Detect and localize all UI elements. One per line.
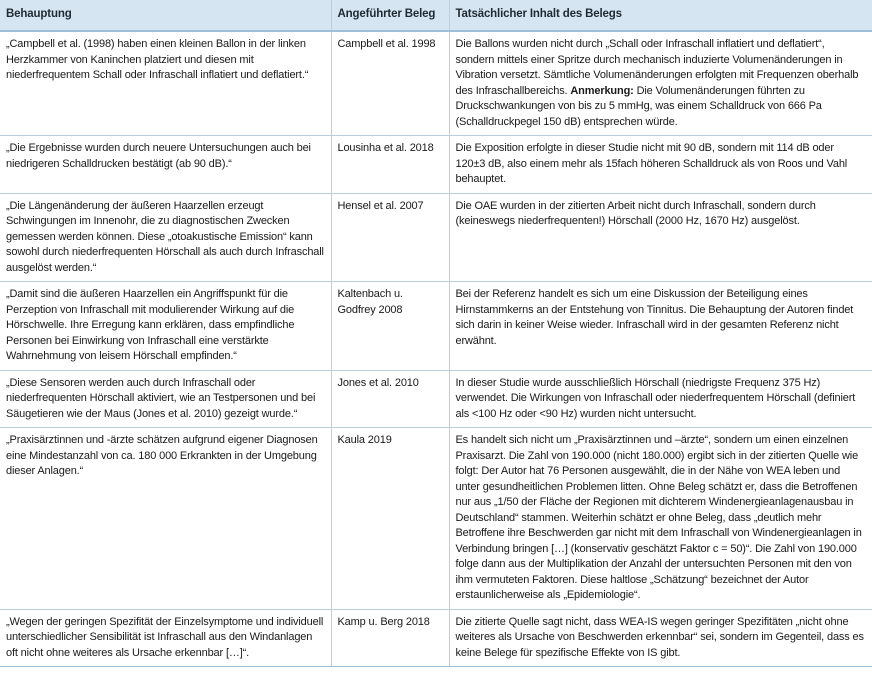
content-cell xyxy=(449,31,872,136)
source-cell: Campbell et al. 1998 xyxy=(331,31,449,136)
claim-cell: „Die Ergebnisse wurden durch neuere Untersuchungen auch bei niedrigeren Schalldrucken bestätigt (ab 90 dB).“ xyxy=(0,136,331,194)
table-row xyxy=(0,193,872,282)
source-cell: Kaula 2019 xyxy=(331,428,449,610)
content-cell: Es handelt sich nicht um „Praxisärztinnen und –ärzte“, sondern um einen einzelnen Praxisarzt. Die Zahl von 190.000 (nicht 180.000) ergibt sich in der zitierten Quelle wie folgt: Der Autor hat 76 Personen ausgewählt, die in der Nähe von WEA leben und unter gesundheitlichen Problemen litten. Ohne Beleg schätzt er, dass die Betroffenen nur aus „1/50 der Fläche der Regionen mit dichterem Windenergieanlagenausbau in Deutschland“ stammen. Weiterhin schätzt er ohne Beleg, dass „deutlich mehr Betroffene ihre Beschwerden gar nicht mit dem Infraschall von Windenergieanlagen in Verbindung bringen […] (konservativ geschätzt Faktor c = 50)“. Die Zahl von 190.000 folge dann aus der Multiplikation der Anzahl der untersuchten Personen mit den von ihm vermuteten Faktoren. Diese haltlose „Schätzung“ bezeichnet der Autor erstaunlicherweise als „Epidemiologie“. xyxy=(449,428,872,610)
source-cell: Jones et al. 2010 xyxy=(331,370,449,428)
content-cell: Die zitierte Quelle sagt nicht, dass WEA-IS wegen geringer Spezifitäten „nicht ohne weiteres als Ursache von Beschwerden erkennbar“ sei, sondern im Gegenteil, dass es keine Belege für spezifische Effekte von IS gibt. xyxy=(449,609,872,667)
content-cell: In dieser Studie wurde ausschließlich Hörschall (niedrigste Frequenz 375 Hz) verwendet. Die Wirkungen von Infraschall oder niederfrequentem Hörschall (definiert als <100 Hz oder <90 Hz) wurden nicht untersucht. xyxy=(449,370,872,428)
content-cell: Die Exposition erfolgte in dieser Studie nicht mit 90 dB, sondern mit 114 dB oder 120±3 dB, also einem mehr als 15fach höheren Schalldruck als von Roos und Vahl behauptet. xyxy=(449,136,872,194)
table-row xyxy=(0,282,872,371)
content-cell: Die OAE wurden in der zitierten Arbeit nicht durch Infraschall, sondern durch (keineswegs niederfrequenten!) Hörschall (2000 Hz, 1670 Hz) ausgelöst. xyxy=(449,193,872,282)
content-text: Die Ballons wurden nicht durch „Schall oder Infraschall inflatiert und deflatiert“, sondern mittels einer Spritze durch mechanisch induzierte Volumenänderungen in Vibration versetzt. Sämtliche Volumenänderungen erfolgten mit Frequenzen oberhalb des Infraschallbereichs. xyxy=(455,38,859,97)
source-cell: Hensel et al. 2007 xyxy=(331,193,449,282)
claim-cell: „Diese Sensoren werden auch durch Infraschall oder niederfrequenten Hörschall aktiviert, wie an Testpersonen und bei Säugetieren wie der Maus (Jones et al. 2010) gezeigt wurde.“ xyxy=(0,370,331,428)
table-row xyxy=(0,428,872,610)
claim-cell: „Wegen der geringen Spezifität der Einzelsymptome und individuell unterschiedlicher Sensibilität ist Infraschall aus den Windanlagen oft nicht ohne weiteres als Ursache erkennbar […]“. xyxy=(0,609,331,667)
table-row xyxy=(0,136,872,194)
table-row xyxy=(0,31,872,136)
note-label: Anmerkung: xyxy=(570,84,634,97)
header-source: Angeführter Beleg xyxy=(331,0,449,31)
header-row xyxy=(0,0,872,31)
header-content: Tatsächlicher Inhalt des Belegs xyxy=(449,0,872,31)
source-cell: Lousinha et al. 2018 xyxy=(331,136,449,194)
header-claim: Behauptung xyxy=(0,0,331,31)
table-row xyxy=(0,609,872,667)
source-cell: Kamp u. Berg 2018 xyxy=(331,609,449,667)
content-cell: Bei der Referenz handelt es sich um eine Diskussion der Beteiligung eines Hirnstammkerns an der Entstehung von Tinnitus. Die Behauptung der Autoren findet sich darin in keiner Weise wieder. Infraschall wird in der gesamten Referenz nicht erwähnt. xyxy=(449,282,872,371)
note-text: Die Volumenänderungen führten zu Druckschwankungen von bis zu 5 mmHg, was einem Schalldruck von 666 Pa (Schalldruckpegel 150 dB) entsprechen würde. xyxy=(455,84,822,128)
source-cell: Kaltenbach u. Godfrey 2008 xyxy=(331,282,449,371)
claim-cell: „Damit sind die äußeren Haarzellen ein Angriffspunkt für die Perzeption von Infraschall mit modulierender Wirkung auf die Hörschwelle. Ihre Erregung kann erklären, dass empfindliche Personen bei Einwirkung von Infraschall eine verstärkte Wahrnehmung von leisem Hörschall empfinden.“ xyxy=(0,282,331,371)
claim-cell: „Die Längenänderung der äußeren Haarzellen erzeugt Schwingungen im Innenohr, die zu diagnostischen Zwecken gemessen werden können. Diese „otoakustische Emission“ kann sowohl durch niederfrequenten Hörschall als auch durch Infraschall ausgelöst werden.“ xyxy=(0,193,331,282)
claim-cell: „Campbell et al. (1998) haben einen kleinen Ballon in der linken Herzkammer von Kaninchen platziert und diesen mit niederfrequentem Schall oder Infraschall inflatiert und deflatiert.“ xyxy=(0,31,331,136)
claim-cell: „Praxisärztinnen und -ärzte schätzen aufgrund eigener Diagnosen eine Mindestanzahl von ca. 180 000 Erkrankten in der Umgebung dieser Anlagen.“ xyxy=(0,428,331,610)
table-row xyxy=(0,370,872,428)
